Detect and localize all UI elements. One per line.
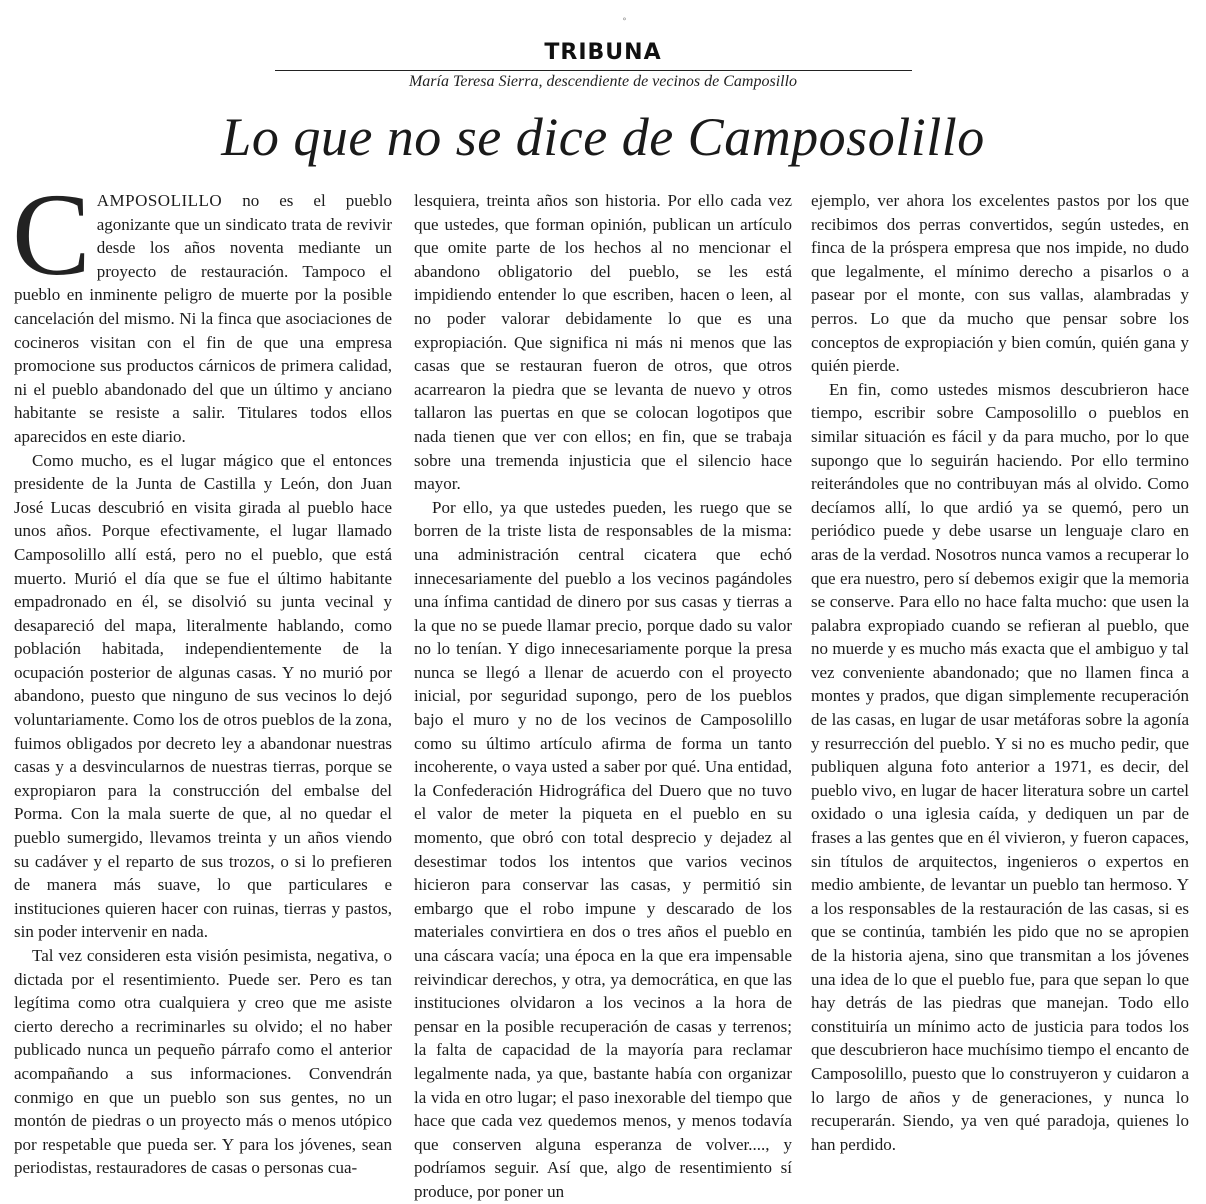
header-rule	[275, 70, 912, 71]
article-paragraph	[12, 169, 392, 449]
lead-word: AMPOSOLILLO	[96, 191, 223, 210]
headline: Lo que no se dice de Camposolillo	[221, 107, 985, 167]
article-paragraph: Como mucho, es el lugar mágico que el entonces presidente de la Junta de Castilla y León, don Juan José Lucas descubrió en visita girada al pueblo hace unos años. Porque efectivamente, el lugar llamado Camposolillo allí está, pero no el pueblo, que está muerto. Murió el día que se fue el último habitante empadronado en él, se disolvió su junta vecinal y desapareció del mapa, literalmente hablando, como población habitada, independientemente de la ocupación posterior de algunas casas. Y no murió por abandono, puesto que ninguno de sus vecinos lo dejó voluntariamente. Como los de otros pueblos de la zona, fuimos obligados por decreto ley a abandonar nuestras casas y a desvincularnos de nuestras tierras, porque se expropiaron para la construcción del embalse del Porma. Con la mala suerte de que, al no quedar el pueblo sumergido, llevamos treinta y un años viendo su cadáver y el reparto de sus trozos, o si lo prefieren de manera más suave, lo que particulares e instituciones quieren hacer con ruinas, tierras y pastos, sin poder intervenir en nada.	[14, 450, 392, 942]
article-paragraph: Tal vez consideren esta visión pesimista, negativa, o dictada por el resentimiento. Puede ser. Pero es tan legítima como otra cualquiera y creo que me asiste cierto derecho a recriminarles su olvido; el no haber publicado nunca un pequeño párrafo como el anterior acompañando a sus informaciones. Convendrán conmigo en que un pueblo son sus gentes, no un montón de piedras o un proyecto más o menos utópico por respetable que pueda ser. Y para los jóvenes, sean periodistas, restauradores de casas o personas cua-	[14, 946, 392, 1178]
article-column-2	[414, 189, 792, 1204]
article-paragraph: Por ello, ya que ustedes pueden, les ruego que se borren de la triste lista de responsables de la misma: una administración central cicatera que echó innecesariamente del pueblo a los vecinos pagándoles una ínfima cantidad de dinero por sus casas y tierras a la que no se puede llamar precio, porque dado su valor no lo tenían. Y digo innecesariamente porque la presa nunca se llegó a llenar de acuerdo con el proyecto inicial, por seguridad supongo, pero de los pueblos bajo el muro y no de los vecinos de Camposolillo como su último artículo afirma de forma un tanto incoherente, o vaya usted a saber por qué. Una entidad, la Confederación Hidrográfica del Duero que no tuvo el valor de meter la piqueta en el pueblo en su momento, que obró con total desprecio y dejadez al desestimar todos los intentos que varios vecinos hicieron para conservar las casas, y permitió sin embargo que el robo impune y descarado de los materiales convirtiera en dos o tres años el pueblo en una cáscara vacía; una época en la que era impensable reivindicar derechos, y otra, ya democrática, en que las instituciones olvidaron a los vecinos a la hora de pensar en la posible recuperación de casas y terrenos; la falta de capacidad de la mayoría para reclamar legalmente nada, ya que, bastante había con organizar la vida en otro lugar; el paso inexorable del tiempo que hace que cada vez quedemos menos, y menos todavía que conserven alguna esperanza de volver...., y podríamos seguir. Así que, algo de resentimiento sí produce, por poner un	[414, 497, 792, 1201]
article-paragraph: lesquiera, treinta años son historia. Por ello cada vez que ustedes, que forman opinión, publican un artículo que omite parte de los hechos al no mencionar el abandono obligatorio del pueblo, se les está impidiendo entender lo que escriben, hacen o leen, al no poder valorar debidamente lo que es una expropiación. Que significa ni más ni menos que las casas que se restauran fueron de otros, que otros acarrearon la piedra que se levanta de nuevo y otros tallaron las puertas en que se colocan logotipos que nada tienen que ver con ellos; en fin, que se trabaja sobre una tremenda injusticia que el silencio hace mayor.	[414, 191, 792, 494]
print-mark: ∘	[622, 14, 627, 25]
paragraph-text: no es el pueblo agonizante que un sindicato trata de revivir desde los años noventa mediante un proyecto de restauración. Tampoco el pueblo en inminente peligro de muerte por la posible cancelación del mismo. Ni la finca que asociaciones de cocineros visitan con el fin de que una empresa promocione sus productos cárnicos de primera calidad, ni el pueblo abandonado del que un último y anciano habitante se resiste a salir. Titulares todos ellos aparecidos en este diario.	[14, 191, 392, 446]
article-column-1	[12, 169, 392, 1180]
article-paragraph: En fin, como ustedes mismos descubrieron hace tiempo, escribir sobre Camposolillo o pueblos en similar situación es fácil y da para mucho, por lo que supongo que lo seguirán haciendo. Por ello termino reiterándoles que no contribuyan más al olvido. Como decíamos allí, lo que ardió ya se quemó, pero un periódico puede y debe usarse un lenguaje claro en aras de la verdad. Nosotros nunca vamos a recuperar lo que era nuestro, pero sí debemos exigir que la memoria se conserve. Para ello no hace falta mucho: que usen la palabra expropiado cuando se refieran al pueblo, que no muerde y es mucho más exacta que el ambiguo y tal vez conveniente abandonado; que no llamen finca a montes y prados, que digan simplemente recuperación de las casas, en lugar de usar metáforas sobre la agonía y resurrección del pueblo. Y si no es mucho pedir, que publiquen alguna foto anterior a 1971, es decir, del pueblo vivo, en lugar de hacer literatura sobre un cartel oxidado o una iglesia caída, y dediquen un par de frases a las gentes que en él vivieron, y fueron capaces, sin títulos de arquitectos, ingenieros o expertos en medio ambiente, de levantar un pueblo tan hermoso. Y a los responsables de la restauración de las casas, si es que se continúa, también les pido que no se apropien de la historia ajena, sino que transmitan a los jóvenes una idea de lo que el pueblo fue, para que sepan lo que hay detrás de las piedras que manejan. Todo ello constituiría un mínimo acto de justicia para todos los que descubrieron hace muchísimo tiempo el encanto de Camposolillo, puesto que lo construyeron y cuidaron a lo largo de años y de generaciones, y nunca lo recuperarán. Siendo, ya ven qué paradoja, quienes lo han perdido.	[811, 379, 1189, 1154]
drop-cap: C	[12, 169, 91, 300]
byline: María Teresa Sierra, descendiente de vecinos de Camposillo	[408, 73, 798, 90]
section-label: TRIBUNA	[544, 40, 662, 65]
article-column-3	[811, 189, 1189, 1156]
article-paragraph: ejemplo, ver ahora los excelentes pastos por los que recibimos dos perras convertidos, según ustedes, en finca de la próspera empresa que nos impide, no dudo que legalmente, el mínimo derecho a pisarlos o a pasear por el monte, con sus vallas, alambradas y perros. Lo que da mucho que pensar sobre los conceptos de expropiación y bien común, quién gana y quién pierde.	[811, 191, 1189, 376]
